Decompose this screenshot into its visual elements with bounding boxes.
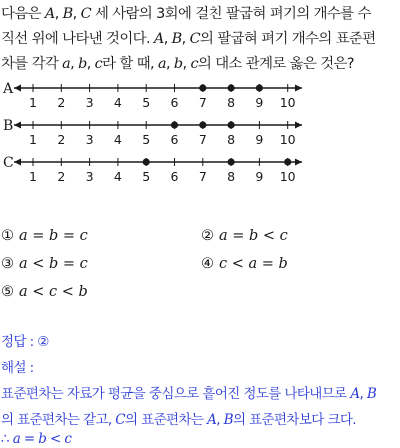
arrow-right-icon xyxy=(295,122,302,129)
arrow-left-icon xyxy=(14,85,21,92)
choice-1[interactable] xyxy=(1,228,88,244)
text-run: , xyxy=(72,6,81,22)
text-run: 세 사람의 3회에 걸친 팔굽혀 펴기의 개수를 수 xyxy=(91,6,371,22)
tick-label: 6 xyxy=(170,132,179,147)
math-symbol: a xyxy=(157,56,166,72)
row-label: B xyxy=(3,118,14,134)
text-run: , xyxy=(359,386,367,402)
data-point xyxy=(228,158,235,165)
text-run: , xyxy=(163,31,172,47)
choice-4[interactable] xyxy=(201,256,288,272)
choice-5[interactable] xyxy=(1,284,88,300)
text-run: 의 표준편차는 같고, xyxy=(1,412,116,428)
choice-3[interactable] xyxy=(1,256,88,272)
text-run: 의 대소 관계로 옳은 것은? xyxy=(197,56,354,72)
tick-label: 8 xyxy=(227,132,236,147)
data-point xyxy=(228,121,235,128)
math-symbol: B xyxy=(171,31,182,47)
choice-number: ② xyxy=(201,228,214,244)
explanation-title: 해설 : xyxy=(1,360,34,376)
tick-label: 10 xyxy=(279,132,296,147)
tick-label: 6 xyxy=(170,95,179,110)
text-run: , xyxy=(54,6,63,22)
text-run: , xyxy=(181,31,190,47)
tick-label: 10 xyxy=(279,95,296,110)
choice-number: ① xyxy=(1,228,14,244)
tick-label: 1 xyxy=(29,132,37,147)
question-line xyxy=(1,52,399,77)
text-run: 차를 각각 xyxy=(1,56,63,72)
tick-label: 9 xyxy=(255,95,264,110)
row-label: A xyxy=(3,81,14,97)
math-symbol: C xyxy=(189,31,200,47)
question-text xyxy=(1,2,399,77)
tick-label: 2 xyxy=(57,132,66,147)
data-point xyxy=(256,84,263,91)
text-run: 의 표준편차보다 크다. xyxy=(232,412,356,428)
tick-label: 6 xyxy=(170,169,179,184)
tick-label: 1 xyxy=(29,169,37,184)
text-run: ∴ xyxy=(1,431,13,447)
tick-label: 10 xyxy=(279,169,296,184)
text-run: 다음은 xyxy=(1,6,45,22)
text-run: , xyxy=(70,56,79,72)
text-run: , xyxy=(216,412,224,428)
tick-label: 1 xyxy=(29,95,37,110)
number-lines-figure xyxy=(0,78,400,188)
text-run: 직선 위에 나타낸 것이다. xyxy=(1,31,154,47)
math-symbol: A xyxy=(207,412,217,428)
math-symbol: c xyxy=(190,56,198,72)
tick-label: 8 xyxy=(227,95,236,110)
math-symbol: B xyxy=(62,6,73,22)
tick-label: 2 xyxy=(57,169,66,184)
choice-expression: a < c < b xyxy=(19,284,88,300)
tick-label: 3 xyxy=(85,132,94,147)
text-run: 의 팔굽혀 펴기 개수의 표준편 xyxy=(200,31,376,47)
choice-number: ③ xyxy=(1,256,14,272)
arrow-right-icon xyxy=(295,85,302,92)
data-point xyxy=(171,121,178,128)
text-run: 의 표준편차는 xyxy=(125,412,208,428)
explanation-line xyxy=(1,408,356,428)
choice-number: ④ xyxy=(201,256,214,272)
answer-label: 정답 : ② xyxy=(1,334,49,350)
tick-label: 4 xyxy=(113,95,122,110)
tick-label: 7 xyxy=(198,169,207,184)
data-point xyxy=(199,121,206,128)
text-run: , xyxy=(86,56,95,72)
math-symbol: b xyxy=(173,56,183,72)
question-line xyxy=(1,2,399,27)
math-symbol: A xyxy=(153,31,164,47)
data-point xyxy=(284,158,291,165)
choice-number: ⑤ xyxy=(1,284,14,300)
math-symbol: A xyxy=(350,386,360,402)
math-symbol: B xyxy=(223,412,233,428)
arrow-right-icon xyxy=(295,159,302,166)
tick-label: 5 xyxy=(142,132,151,147)
choice-expression: a < b = c xyxy=(19,256,88,272)
tick-label: 4 xyxy=(113,132,122,147)
tick-label: 8 xyxy=(227,169,236,184)
row-label: C xyxy=(3,155,14,171)
data-point xyxy=(228,84,235,91)
math-symbol: c xyxy=(94,56,103,72)
data-point xyxy=(143,158,150,165)
math-symbol: C xyxy=(80,6,91,22)
tick-label: 5 xyxy=(142,169,151,184)
math-symbol: A xyxy=(44,6,55,22)
tick-label: 9 xyxy=(255,169,264,184)
arrow-left-icon xyxy=(14,159,21,166)
tick-label: 2 xyxy=(57,95,66,110)
tick-label: 7 xyxy=(198,132,207,147)
math-symbol: B xyxy=(366,386,377,402)
text-run: , xyxy=(182,56,191,72)
math-symbol: b xyxy=(78,56,87,72)
tick-label: 9 xyxy=(255,132,264,147)
text-run: , xyxy=(165,56,174,72)
explanation-line xyxy=(1,431,71,447)
data-point xyxy=(199,84,206,91)
question-line xyxy=(1,27,399,52)
tick-label: 3 xyxy=(85,95,94,110)
tick-label: 3 xyxy=(85,169,94,184)
choice-expression: a = b = c xyxy=(19,228,88,244)
tick-label: 7 xyxy=(198,95,207,110)
tick-label: 5 xyxy=(142,95,151,110)
text-run: 라 할 때, xyxy=(102,56,158,72)
math-symbol: a xyxy=(62,56,71,72)
arrow-left-icon xyxy=(14,122,21,129)
math-symbol: C xyxy=(115,412,126,428)
text-run: 표준편차는 자료가 평균을 중심으로 흩어진 정도를 나타내므로 xyxy=(1,386,351,402)
choice-expression: c < a = b xyxy=(219,256,288,272)
tick-label: 4 xyxy=(113,169,122,184)
choice-2[interactable] xyxy=(201,228,288,244)
choice-expression: a = b < c xyxy=(219,228,288,244)
explanation-line xyxy=(1,382,376,402)
math-symbol: a = b < c xyxy=(12,431,72,447)
